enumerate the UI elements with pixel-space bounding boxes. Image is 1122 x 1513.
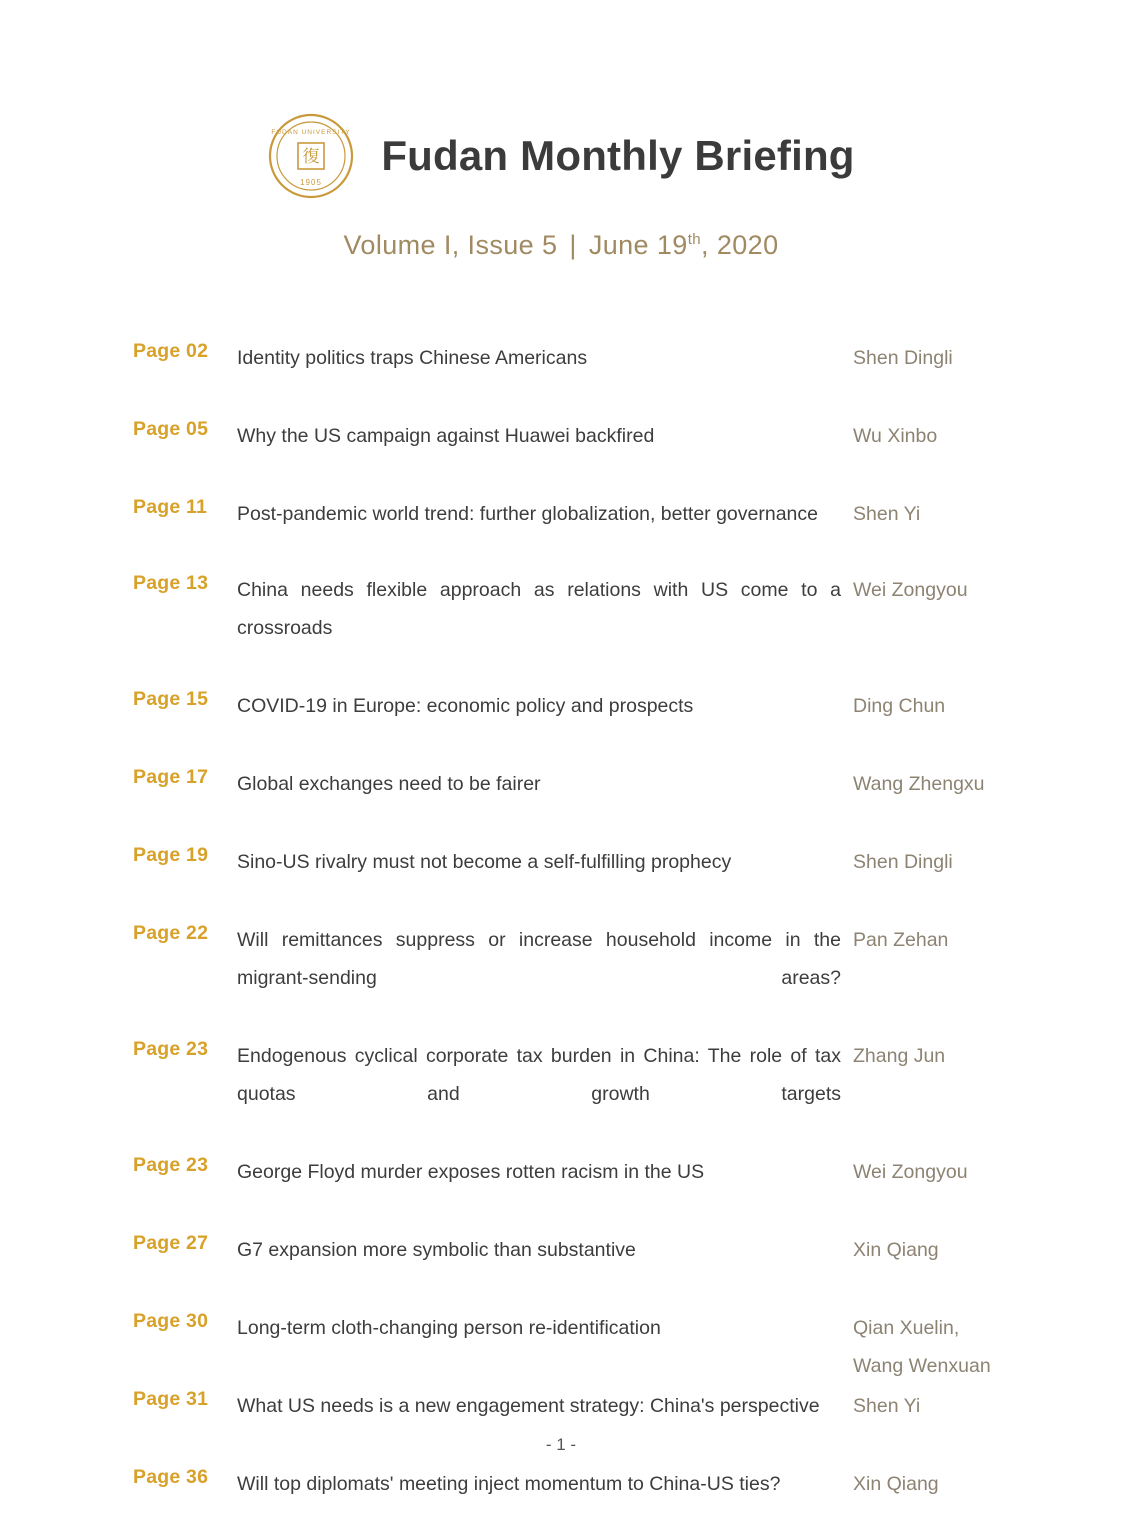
page-number-footer: - 1 - (545, 1435, 577, 1454)
toc-entry-title-text: COVID-19 in Europe: economic policy and prospects (237, 695, 694, 717)
toc-entry[interactable] (133, 1231, 1010, 1269)
toc-entry-spacer (133, 1269, 1010, 1309)
toc-entry-author: Shen Dingli (853, 851, 953, 873)
toc-entry-title-text: Long-term cloth-changing person re-identification (237, 1317, 661, 1339)
toc-entry-author: Qian Xuelin, Wang Wenxuan (853, 1317, 991, 1377)
toc-entry[interactable] (133, 765, 1010, 803)
issue-subtitle (0, 230, 1122, 261)
toc-entry-author: Ding Chun (853, 695, 946, 717)
toc-entry-title[interactable] (237, 1153, 853, 1191)
toc-entry-spacer (133, 1191, 1010, 1231)
toc-entry-title-text: Will top diplomats' meeting inject momentum to China-US ties? (237, 1473, 781, 1495)
toc-entry-title-text: Will remittances suppress or increase household income in the migrant-sending areas? (237, 929, 841, 989)
svg-text:復: 復 (302, 147, 320, 166)
subtitle-separator: | (569, 230, 577, 260)
toc-entry-title[interactable] (237, 495, 853, 533)
toc-page-number[interactable]: Page 30 (133, 1310, 209, 1332)
toc-page-number[interactable]: Page 31 (133, 1388, 209, 1410)
toc-entry-title-text: Identity politics traps Chinese Americans (237, 347, 588, 369)
toc-entry-author: Zhang Jun (853, 1045, 946, 1067)
toc-entry-title-text: George Floyd murder exposes rotten racism in the US (237, 1161, 705, 1183)
toc-entry-title[interactable] (237, 921, 853, 1035)
toc-entry-spacer (133, 881, 1010, 921)
toc-page-number[interactable]: Page 15 (133, 688, 209, 710)
svg-text:FUDAN UNIVERSITY: FUDAN UNIVERSITY (271, 129, 351, 136)
toc-entry-title-text: Global exchanges need to be fairer (237, 773, 541, 795)
toc-page-number[interactable]: Page 13 (133, 572, 209, 594)
toc-page-number[interactable]: Page 23 (133, 1154, 209, 1176)
toc-entry-spacer (133, 455, 1010, 495)
toc-entry[interactable] (133, 687, 1010, 725)
toc-entry-title-text: What US needs is a new engagement strategy: China's perspective (237, 1395, 820, 1417)
toc-page-number[interactable]: Page 11 (133, 496, 208, 518)
toc-entry-author: Shen Dingli (853, 347, 953, 369)
toc-entry-spacer (133, 533, 1010, 571)
toc-entry-title-text: Sino-US rivalry must not become a self-fulfilling prophecy (237, 851, 732, 873)
toc-entry-title-text: China needs flexible approach as relations with US come to a crossroads (237, 579, 841, 639)
toc-entry-title[interactable] (237, 1309, 853, 1347)
toc-entry[interactable] (133, 417, 1010, 455)
table-of-contents (133, 339, 1010, 1503)
toc-entry[interactable] (133, 921, 1010, 1035)
toc-entry[interactable] (133, 339, 1010, 377)
toc-entry-author: Wei Zongyou (853, 579, 968, 601)
toc-entry-author: Shen Yi (853, 503, 921, 525)
toc-page-number[interactable]: Page 19 (133, 844, 209, 866)
publication-title: Fudan Monthly Briefing (381, 132, 855, 179)
toc-entry[interactable] (133, 1387, 1010, 1425)
toc-entry-author: Wu Xinbo (853, 425, 938, 447)
toc-entry-author: Pan Zehan (853, 929, 949, 951)
toc-entry[interactable] (133, 571, 1010, 685)
issue-date-prefix: June 19 (588, 230, 688, 260)
toc-entry-author: Xin Qiang (853, 1473, 939, 1495)
toc-entry-title-text: Post-pandemic world trend: further globalization, better governance (237, 503, 818, 525)
volume-issue-label: Volume I, Issue 5 (343, 230, 558, 260)
issue-date-suffix: , 2020 (701, 230, 779, 260)
toc-page-number[interactable]: Page 36 (133, 1466, 209, 1488)
fudan-university-seal-icon (267, 112, 355, 200)
toc-entry-spacer (133, 377, 1010, 417)
toc-entry[interactable] (133, 1309, 1010, 1385)
toc-entry-author: Xin Qiang (853, 1239, 939, 1261)
toc-entry-author: Wang Zhengxu (853, 773, 985, 795)
masthead (0, 0, 1122, 200)
toc-entry-author: Wei Zongyou (853, 1161, 968, 1183)
toc-entry-title[interactable] (237, 1231, 853, 1269)
issue-date-ordinal: th (687, 231, 702, 248)
toc-entry-author: Shen Yi (853, 1395, 921, 1417)
toc-entry-title-text: Endogenous cyclical corporate tax burden in China: The role of tax quotas and growth targets (237, 1045, 841, 1105)
toc-entry[interactable] (133, 1037, 1010, 1151)
toc-entry-title[interactable] (237, 687, 853, 725)
toc-entry-title-text: G7 expansion more symbolic than substantive (237, 1239, 636, 1261)
toc-page-number[interactable]: Page 27 (133, 1232, 209, 1254)
toc-page-number[interactable]: Page 17 (133, 766, 209, 788)
toc-entry-title[interactable] (237, 765, 853, 803)
toc-entry-title[interactable] (237, 1037, 853, 1151)
toc-entry-title-text: Why the US campaign against Huawei backfired (237, 425, 655, 447)
toc-entry-title[interactable] (237, 1387, 853, 1425)
toc-page-number[interactable]: Page 23 (133, 1038, 209, 1060)
toc-entry[interactable] (133, 843, 1010, 881)
toc-entry-spacer (133, 725, 1010, 765)
svg-text:1905: 1905 (300, 178, 323, 187)
toc-entry[interactable] (133, 1153, 1010, 1191)
toc-entry-title[interactable] (237, 339, 853, 377)
toc-entry[interactable] (133, 495, 1010, 533)
toc-entry-spacer (133, 803, 1010, 843)
toc-entry-title[interactable] (237, 843, 853, 881)
toc-page-number[interactable]: Page 22 (133, 922, 209, 944)
toc-entry-title[interactable] (237, 1465, 853, 1503)
toc-entry[interactable] (133, 1465, 1010, 1503)
toc-entry-title[interactable] (237, 417, 853, 455)
toc-page-number[interactable]: Page 05 (133, 418, 209, 440)
toc-entry-title[interactable] (237, 571, 853, 685)
toc-page-number[interactable]: Page 02 (133, 340, 209, 362)
